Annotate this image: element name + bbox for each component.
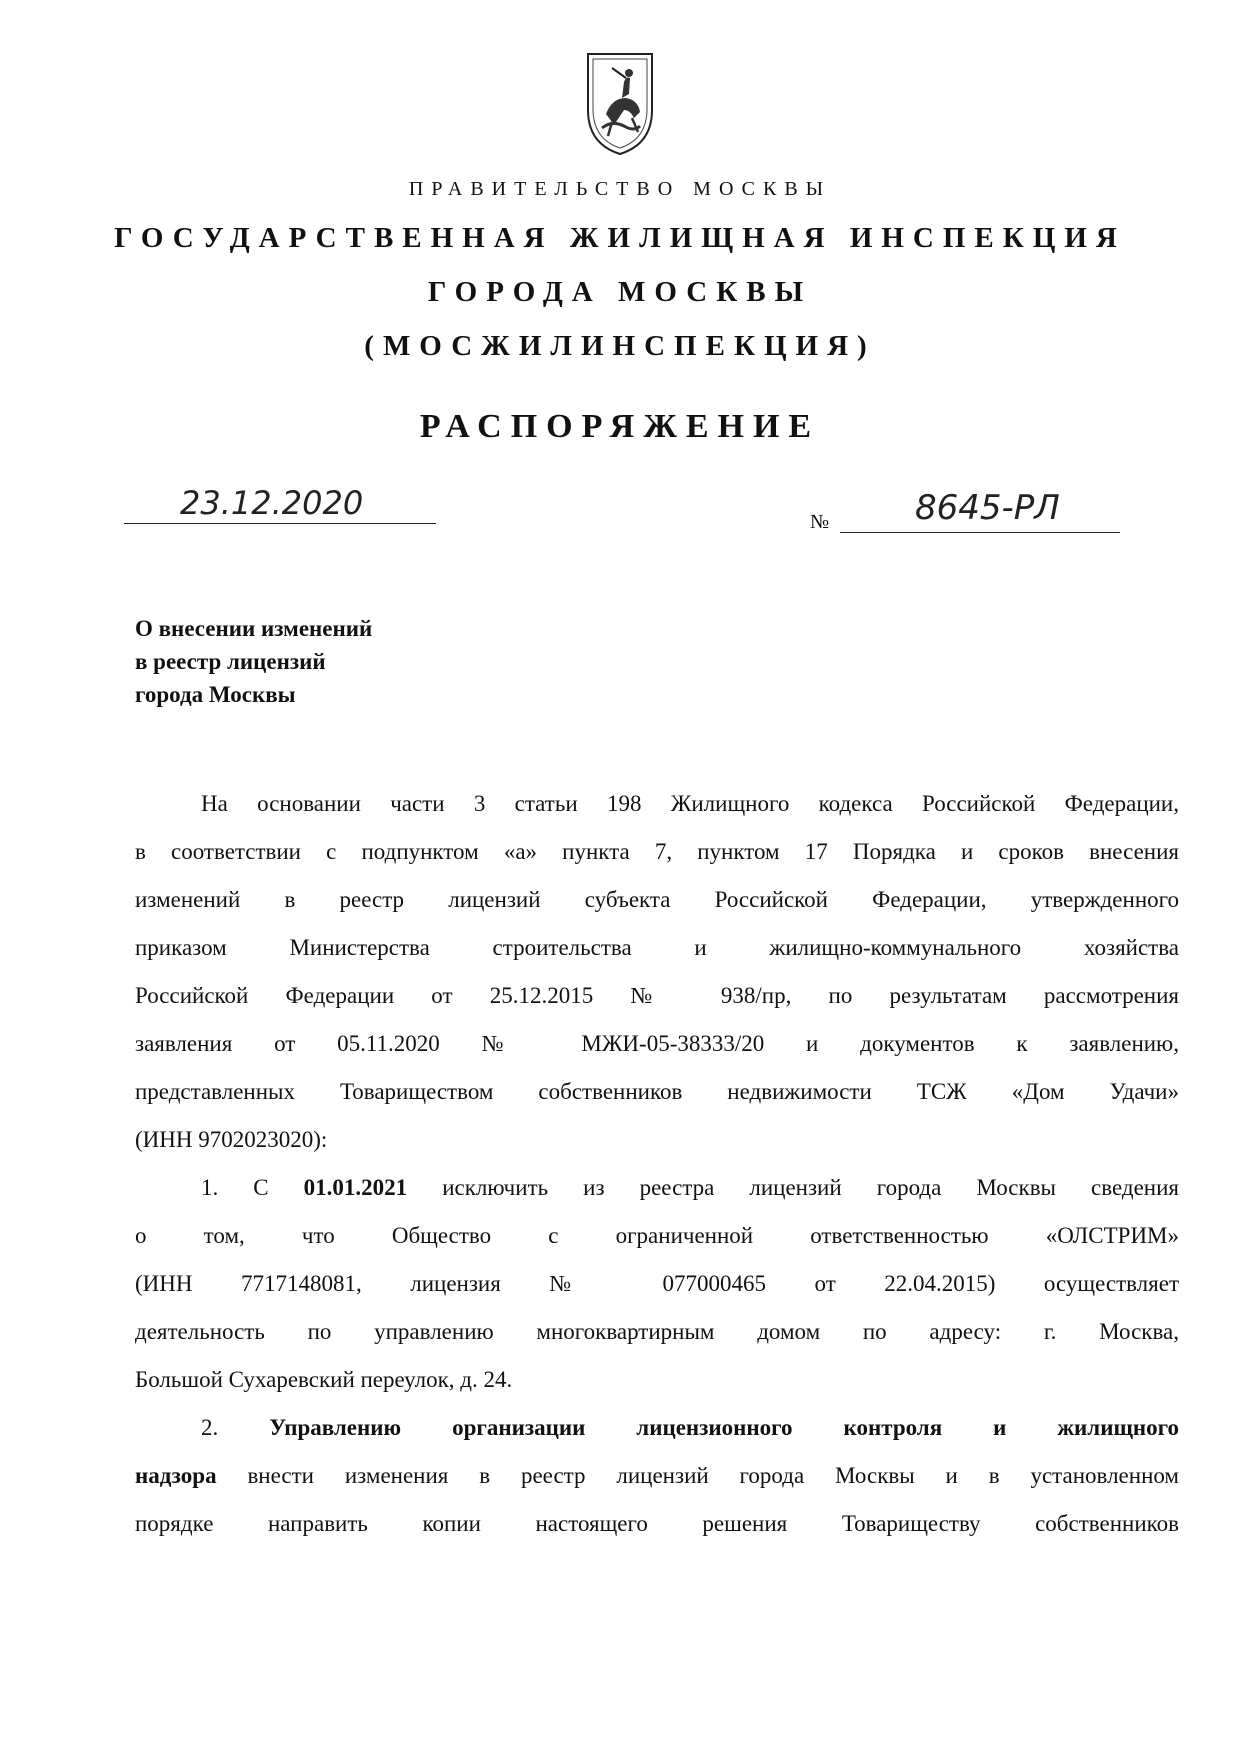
item-2-line: порядке направить копии настоящего решения Товариществу собственников <box>135 1511 1179 1536</box>
government-name: ПРАВИТЕЛЬСТВО МОСКВЫ <box>408 178 832 200</box>
document-number: 8645-РЛ <box>915 488 1060 528</box>
number-sign: № <box>810 511 830 533</box>
preamble-line: заявления от 05.11.2020 № МЖИ-05-38333/20 и документов к заявлению, <box>135 1031 1179 1056</box>
document-date: 23.12.2020 <box>180 484 364 522</box>
date-underline <box>124 523 436 524</box>
item-1-line <box>135 1164 1179 1212</box>
item-2-prefix: 2. <box>201 1415 270 1440</box>
preamble-line: изменений в реестр лицензий субъекта Российской Федерации, утвержденного <box>135 887 1179 912</box>
item-2-department: Управлению организации лицензионного контроля и жилищного <box>269 1415 1179 1440</box>
subject-line: города Москвы <box>135 682 296 707</box>
document-type: РАСПОРЯЖЕНИЕ <box>419 408 821 445</box>
moscow-coat-of-arms-icon <box>582 48 658 158</box>
agency-name-line-2: ГОРОДА МОСКВЫ <box>427 276 813 308</box>
item-2-text: внести изменения в реестр лицензий города Москвы и в установленном <box>216 1463 1179 1488</box>
item-1-text: исключить из реестра лицензий города Москвы сведения <box>407 1175 1179 1200</box>
document-body <box>135 780 1179 1548</box>
item-1-effective-date: 01.01.2021 <box>303 1175 408 1200</box>
preamble-line: Российской Федерации от 25.12.2015 № 938/пр, по результатам рассмотрения <box>135 983 1179 1008</box>
number-underline <box>840 532 1120 533</box>
subject-line: в реестр лицензий <box>135 649 326 674</box>
item-2-line <box>135 1452 1179 1500</box>
item-1-line: о том, что Общество с ограниченной ответственностью «ОЛСТРИМ» <box>135 1223 1179 1248</box>
item-1-prefix: 1. С <box>201 1175 304 1200</box>
preamble-line: (ИНН 9702023020): <box>135 1127 328 1152</box>
preamble-line: На основании части 3 статьи 198 Жилищного кодекса Российской Федерации, <box>201 791 1179 816</box>
preamble-line: в соответствии с подпунктом «а» пункта 7, пунктом 17 Порядка и сроков внесения <box>135 839 1179 864</box>
preamble-line: приказом Министерства строительства и жилищно-коммунального хозяйства <box>135 935 1179 960</box>
agency-name-line-1: ГОСУДАРСТВЕННАЯ ЖИЛИЩНАЯ ИНСПЕКЦИЯ <box>114 222 1126 254</box>
preamble-line: представленных Товариществом собственников недвижимости ТСЖ «Дом Удачи» <box>135 1079 1179 1104</box>
subject-line: О внесении изменений <box>135 616 373 641</box>
item-1-line: (ИНН 7717148081, лицензия № 077000465 от 22.04.2015) осуществляет <box>135 1271 1179 1296</box>
item-1-line: Большой Сухаревский переулок, д. 24. <box>135 1367 513 1392</box>
item-1-line: деятельность по управлению многоквартирным домом по адресу: г. Москва, <box>135 1319 1179 1344</box>
agency-name-line-3: (МОСЖИЛИНСПЕКЦИЯ) <box>364 330 876 362</box>
document-subject <box>135 612 372 711</box>
item-2-department-end: надзора <box>135 1463 217 1488</box>
item-2-line <box>135 1404 1179 1452</box>
